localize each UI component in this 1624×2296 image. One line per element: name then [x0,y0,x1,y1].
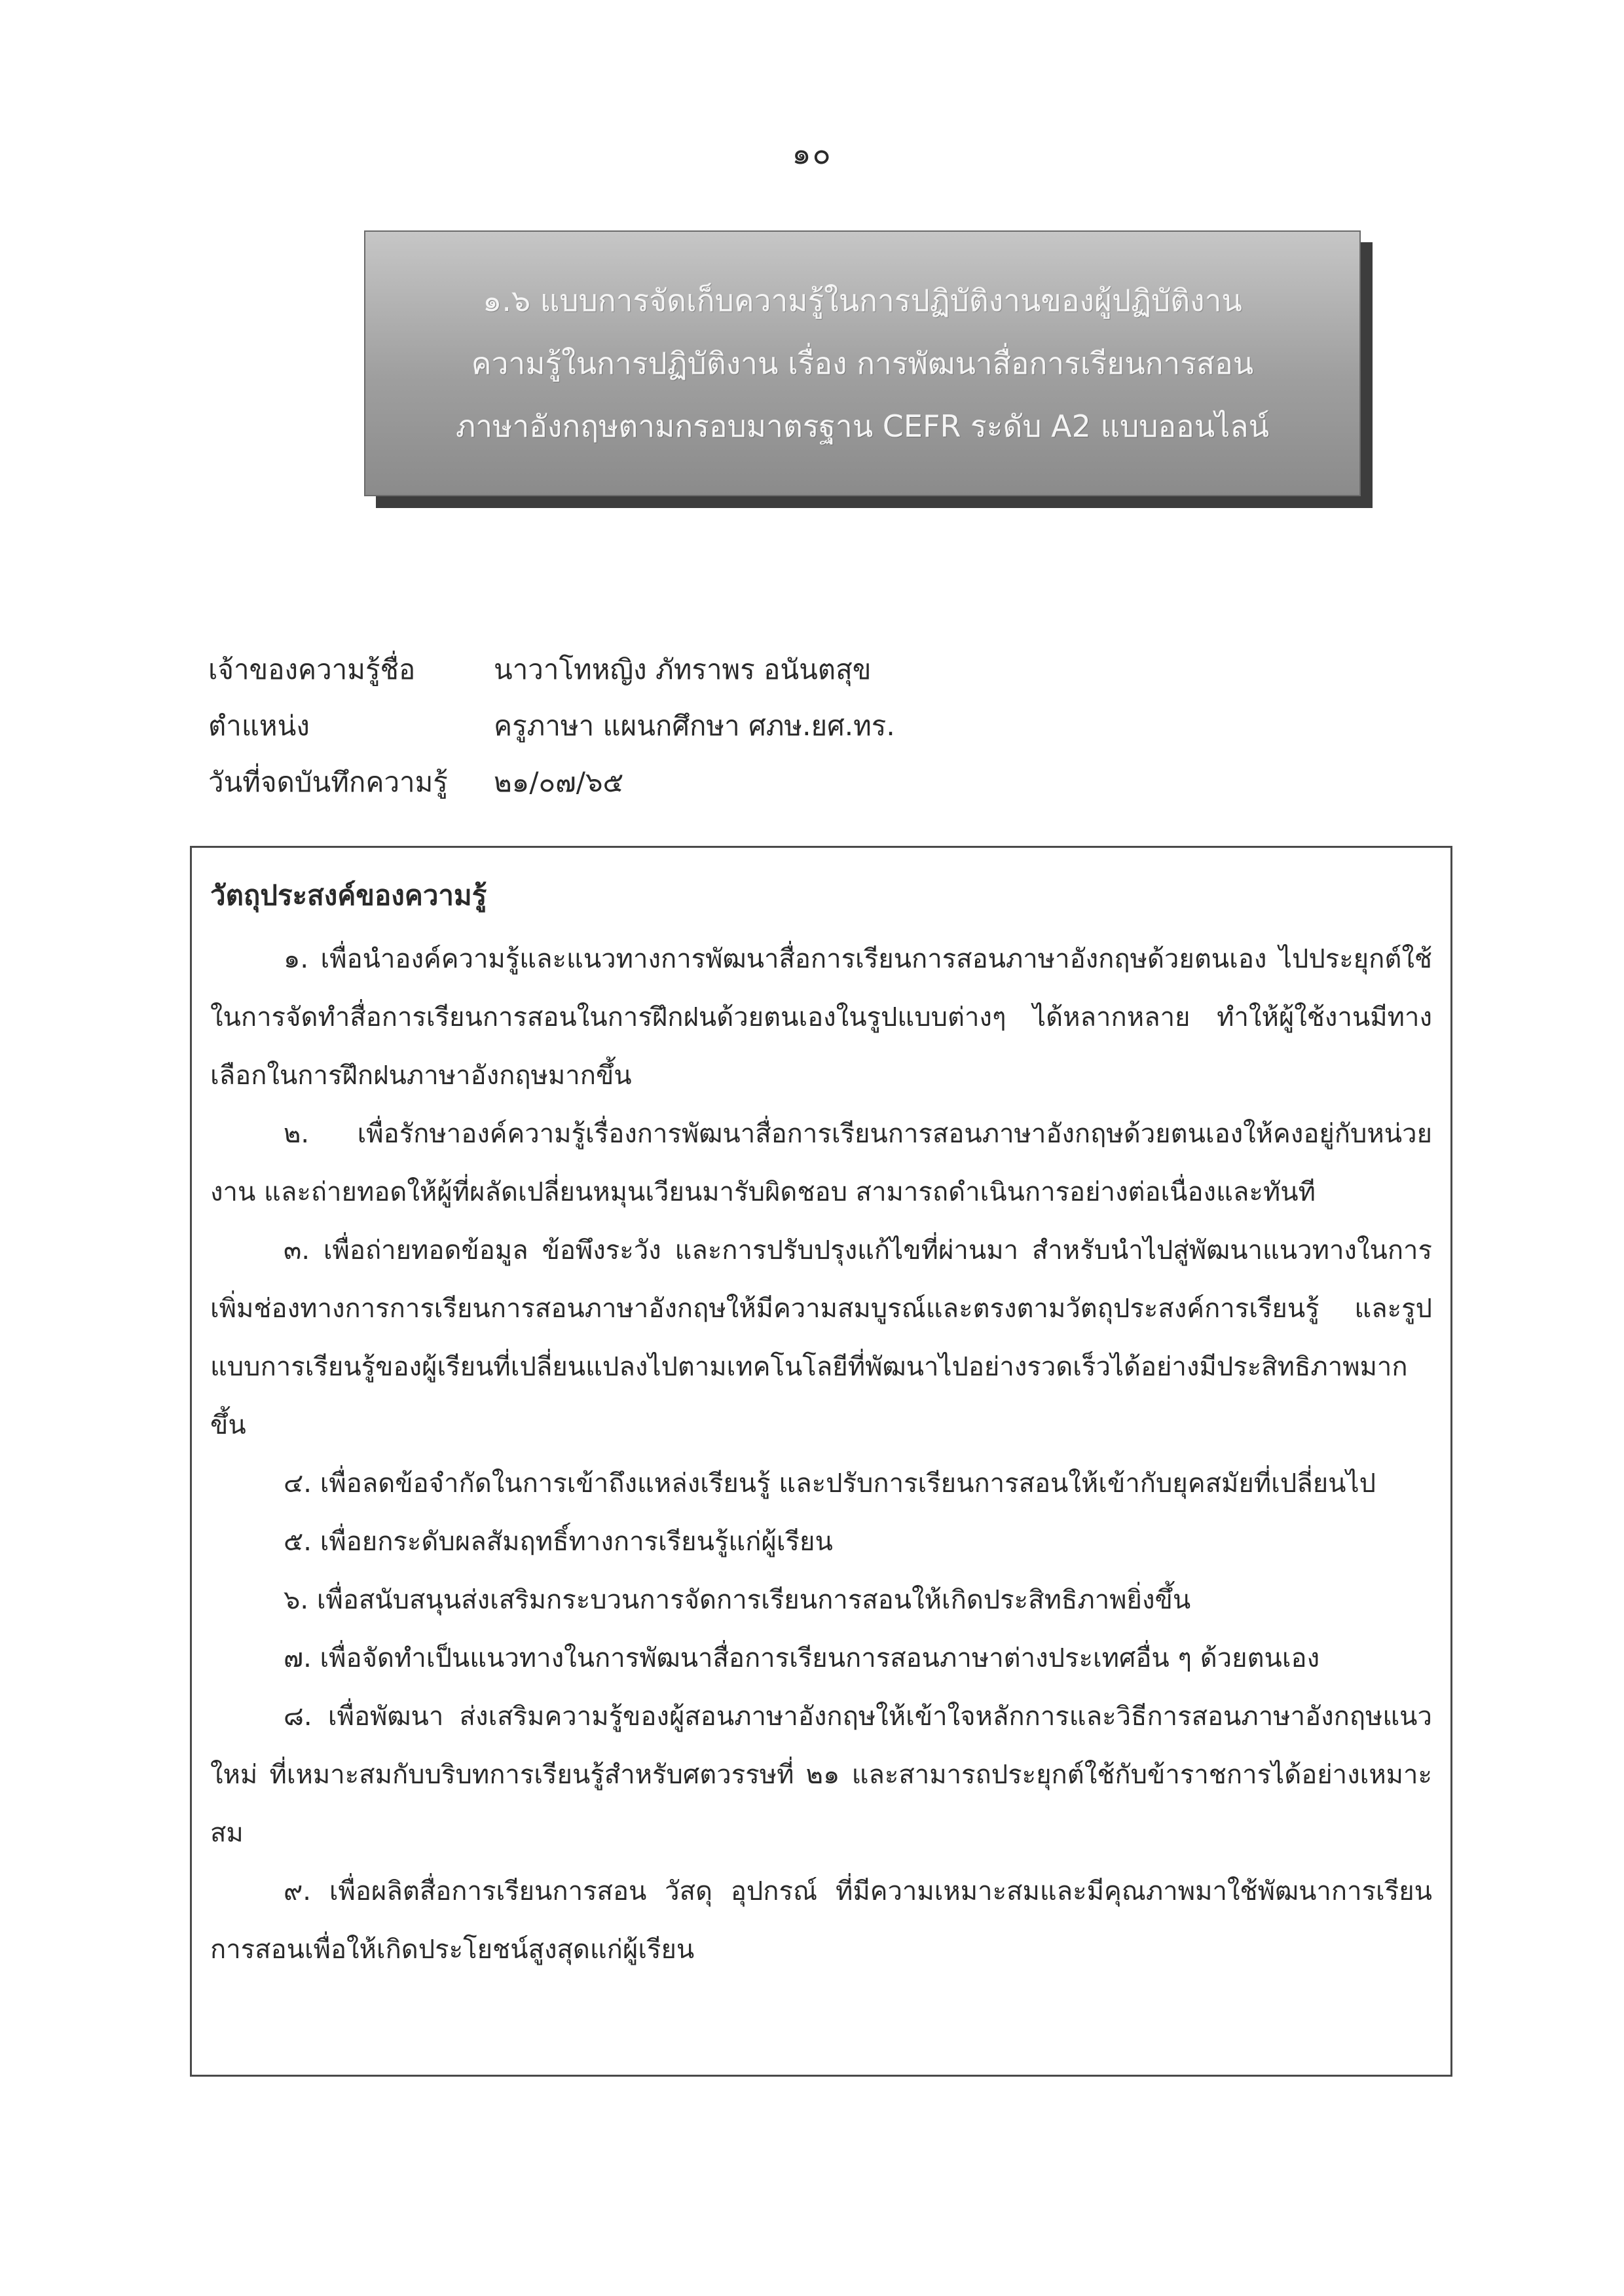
date-value: ๒๑/๐๗/๖๕ [494,766,624,798]
title-box [364,230,1361,496]
objective-item-5: ๕. เพื่อยกระดับผลสัมฤทธิ์ทางการเรียนรู้แก่ผู้เรียน [284,1527,833,1557]
date-label: วันที่จดบันทึกความรู้ [208,766,448,798]
objective-item-8: ๘. เพื่อพัฒนา ส่งเสริมความรู้ของผู้สอนภาษาอังกฤษให้เข้าใจหลักการและวิธีการสอนภาษาอังกฤษแนวใหม่ ที่เหมาะสมกับบริบทการเรียนรู้สำหรับศตวรรษที่ ๒๑ และสามารถประยุกต์ใช้กับข้าราชการได้อย่างเหมาะสม [210,1702,1432,1848]
objectives-heading: วัตถุประสงค์ของความรู้ [210,879,487,911]
objective-item-1: ๑. เพื่อนำองค์ความรู้และแนวทางการพัฒนาสื่อการเรียนการสอนภาษาอังกฤษด้วยตนเอง ไปประยุกต์ใช้ในการจัดทำสื่อการเรียนการสอนในการฝึกฝนด้วยตนเองในรูปแบบต่างๆ ได้หลากหลาย ทำให้ผู้ใช้งานมีทางเลือกในการฝึกฝนภาษาอังกฤษมากขึ้น [210,944,1432,1091]
objective-item-9: ๙. เพื่อผลิตสื่อการเรียนการสอน วัสดุ อุปกรณ์ ที่มีความเหมาะสมและมีคุณภาพมาใช้พัฒนาการเรียนการสอนเพื่อให้เกิดประโยชน์สูงสุดแก่ผู้เรียน [210,1876,1432,1965]
objective-item-4: ๔. เพื่อลดข้อจำกัดในการเข้าถึงแหล่งเรียนรู้ และปรับการเรียนการสอนให้เข้ากับยุคสมัยที่เปลี่ยนไป [284,1468,1376,1499]
page-number: ๑๐ [792,136,832,171]
title-line-3: ภาษาอังกฤษตามกรอบมาตรฐาน CEFR ระดับ A2 แบบออนไลน์ [455,409,1270,444]
position-label: ตำแหน่ง [208,710,310,742]
objective-item-3: ๓. เพื่อถ่ายทอดข้อมูล ข้อพึงระวัง และการปรับปรุงแก้ไขที่ผ่านมา สำหรับนำไปสู่พัฒนาแนวทางในการเพิ่มช่องทางการการเรียนการสอนภาษาอังกฤษให้มีความสมบูรณ์และตรงตามวัตถุประสงค์การเรียนรู้ และรูปแบบการเรียนรู้ของผู้เรียนที่เปลี่ยนแปลงไปตามเทคโนโลยีที่พัฒนาไปอย่างรวดเร็วได้อย่างมีประสิทธิภาพมากขึ้น [210,1235,1432,1440]
position-value: ครูภาษา แผนกศึกษา ศภษ.ยศ.ทร. [494,710,895,742]
owner-value: นาวาโทหญิง ภัทราพร อนันตสุข [494,653,872,685]
knowledge-metadata [208,642,1452,811]
date-row [208,754,1452,811]
objective-item-6: ๖. เพื่อสนับสนุนส่งเสริมกระบวนการจัดการเรียนการสอนให้เกิดประสิทธิภาพยิ่งขึ้น [284,1585,1191,1615]
title-line-2: ความรู้ในการปฏิบัติงาน เรื่อง การพัฒนาสื่อการเรียนการสอน [471,346,1254,381]
position-row [208,698,1452,754]
owner-label: เจ้าของความรู้ชื่อ [208,653,416,685]
title-line-1: ๑.๖ แบบการจัดเก็บความรู้ในการปฏิบัติงานของผู้ปฏิบัติงาน [483,283,1242,318]
owner-row [208,642,1452,698]
objective-item-2: ๒. เพื่อรักษาองค์ความรู้เรื่องการพัฒนาสื่อการเรียนการสอนภาษาอังกฤษด้วยตนเองให้คงอยู่กับหน่วยงาน และถ่ายทอดให้ผู้ที่ผลัดเปลี่ยนหมุนเวียนมารับผิดชอบ สามารถดำเนินการอย่างต่อเนื่องและทันที [210,1119,1432,1207]
objectives-box [190,846,1452,2077]
objective-item-7: ๗. เพื่อจัดทำเป็นแนวทางในการพัฒนาสื่อการเรียนการสอนภาษาต่างประเทศอื่น ๆ ด้วยตนเอง [284,1643,1320,1673]
